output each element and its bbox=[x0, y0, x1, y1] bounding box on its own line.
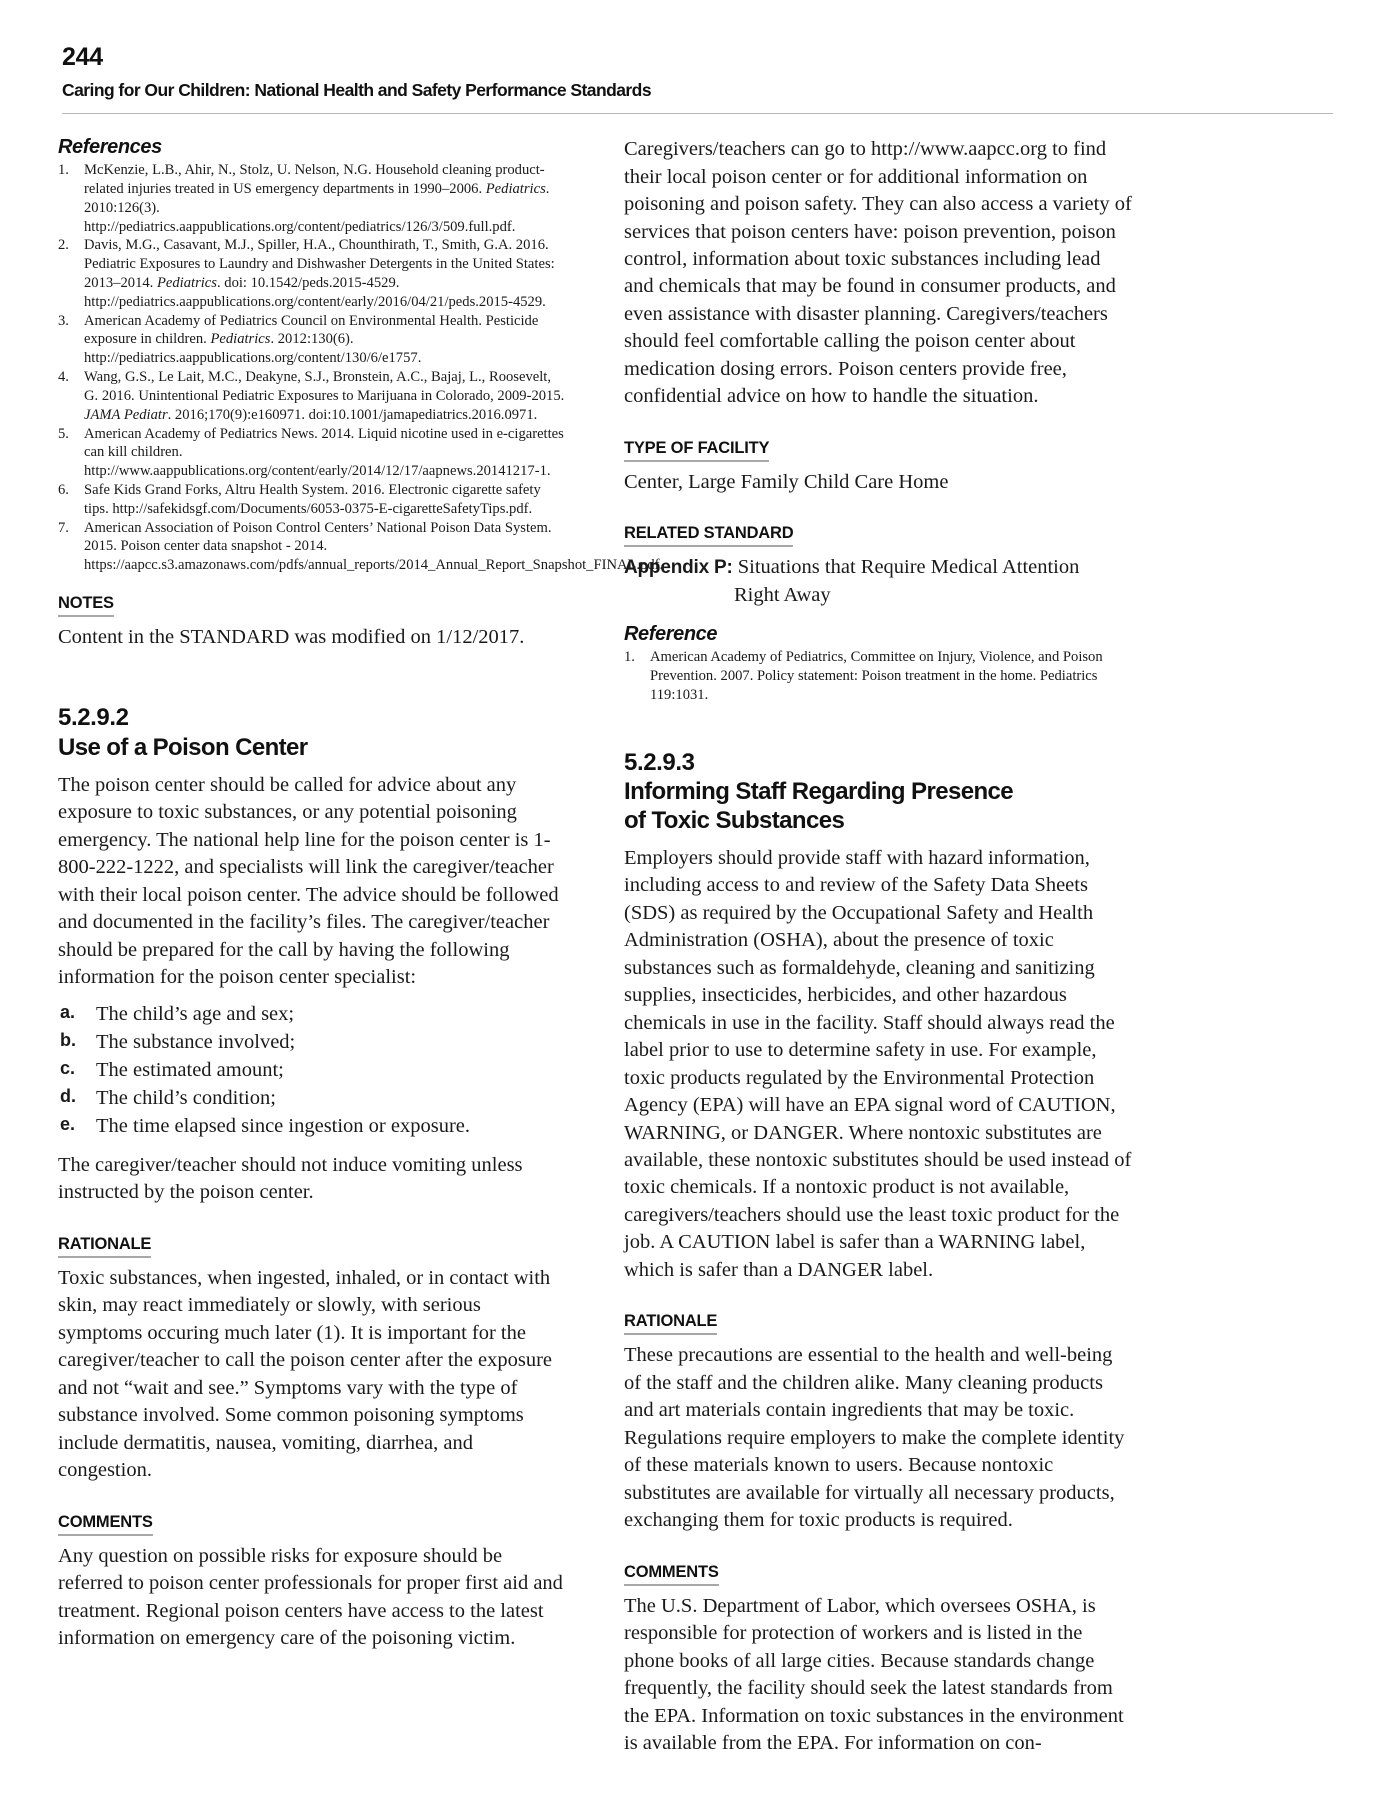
reference-item bbox=[58, 425, 568, 481]
reference-italic: Pediatrics bbox=[485, 180, 546, 197]
comments-heading: COMMENTS bbox=[58, 1513, 153, 1536]
reference-item bbox=[58, 312, 568, 368]
reference-item bbox=[58, 481, 568, 519]
reference-text-a: Safe Kids Grand Forks, Altru Health System. 2016. Electronic cigarette safety tips. http://safekidsgf.com/Documents/6053-0375-E-cigaretteSafetyTips.pdf. bbox=[84, 481, 541, 517]
notes-heading: NOTES bbox=[58, 594, 114, 617]
section-spacer bbox=[624, 705, 1134, 749]
continued-paragraph: Caregivers/teachers can go to http://www.aapcc.org to find their local poison center or for additional information on poisoning and poison safety. They can also access a variety of services that poison centers have: poison prevention, poison control, information about toxic substances including lead and chemicals that may be found in consumer products, and even assistance with disaster planning. Caregivers/teachers should feel comfortable calling the poison center about medication dosing errors. Poison centers provide free, confidential advice on how to handle the situation. bbox=[624, 138, 1132, 408]
reference-text: American Academy of Pediatrics, Committee on Injury, Violence, and Poison Prevention. 2007. Policy statement: Poison treatment in the home. Pediatrics 119:1031. bbox=[650, 649, 1103, 703]
appendix-label: Appendix P: bbox=[624, 557, 733, 579]
list-item bbox=[58, 1000, 568, 1028]
reference-text-b: . doi: 10.1542/peds.2015-4529. http://pediatrics.aappublications.org/content/early/2016/04/21/peds.2015-4529. bbox=[84, 275, 546, 310]
body-paragraph: Employers should provide staff with hazard information, including access to and review of the Safety Data Sheets (SDS) as required by the Occupational Safety and Health Administration (OSHA), about the presence of toxic substances such as formaldehyde, cleaning and sanitizing supplies, insecticides, herbicides, and other hazardous chemicals in use in the facility. Staff should always read the label prior to use to determine safety in use. For example, toxic products regulated by the Environmental Protection Agency (EPA) will have an EPA signal word of CAUTION, WARNING, or DANGER. Where nontoxic substitutes are available, these nontoxic substitutes should be used instead of toxic chemicals. If a nontoxic product is not available, caregivers/teachers should use the least toxic product for the job. A CAUTION label is safer than a WARNING label, which is safer than a DANGER label. bbox=[624, 846, 1132, 1281]
reference-text-a: McKenzie, L.B., Ahir, N., Stolz, U. Nelson, N.G. Household cleaning product-related injuries treated in US emergency departments in 1990–2006. bbox=[84, 162, 545, 197]
reference-item bbox=[58, 236, 568, 311]
reference-text-a: American Association of Poison Control Centers’ National Poison Data System. 2015. Poison center data snapshot - 2014. https://aapcc.s3.amazonaws.com/pdfs/annual_reports/2014_Annual_Report_Snapshot_FINAL.pdf. bbox=[84, 519, 664, 574]
right-column bbox=[624, 136, 1134, 1766]
list-item-label: d. bbox=[60, 1085, 76, 1106]
notes-text: Content in the STANDARD was modified on 1/12/2017. bbox=[58, 626, 525, 648]
reference-item bbox=[58, 161, 568, 236]
type-of-facility-text: Center, Large Family Child Care Home bbox=[624, 470, 949, 493]
standard-number: 5.2.9.2 bbox=[58, 704, 129, 732]
standard-title-line1: Informing Staff Regarding Presence bbox=[624, 778, 1014, 806]
reference-number: 2. bbox=[58, 237, 69, 254]
reference-item bbox=[58, 368, 568, 424]
reference-number: 3. bbox=[58, 312, 69, 329]
reference-text-a: Davis, M.G., Casavant, M.J., Spiller, H.A., Chounthirath, T., Smith, G.A. 2016. Pediatric Exposures to Laundry and Dishwasher Detergents in the United States: 2013–2014. bbox=[84, 237, 555, 291]
reference-text-b: . 2010:126(3). http://pediatrics.aappublications.org/content/pediatrics/126/3/509.full.pdf. bbox=[84, 180, 550, 235]
standard-title-line2: of Toxic Substances bbox=[624, 807, 845, 835]
type-of-facility-heading: TYPE OF FACILITY bbox=[624, 439, 769, 462]
reference-text-a: American Academy of Pediatrics Council on Environmental Health. Pesticide exposure in children. bbox=[84, 312, 539, 348]
rationale-text: Toxic substances, when ingested, inhaled, or in contact with skin, may react immediately or slowly, with serious symptoms occuring much later (1). It is important for the caregiver/teacher to call the poison center after the exposure and not “wait and see.” Symptoms vary with the type of substance involved. Some common poisoning symptoms include dermatitis, nausea, vomiting, diarrhea, and congestion. bbox=[58, 1266, 553, 1482]
two-column-body bbox=[58, 136, 1333, 1766]
list-item bbox=[58, 1056, 568, 1084]
reference-italic: Pediatrics bbox=[156, 275, 217, 291]
header-divider bbox=[62, 113, 1333, 114]
reference-text-a: American Academy of Pediatrics News. 2014. Liquid nicotine used in e-cigarettes can kill children. http://www.aappublications.org/content/early/2014/12/17/aapnews.20141217-1. bbox=[84, 425, 564, 480]
references-heading: References bbox=[58, 136, 162, 159]
rationale-heading: RATIONALE bbox=[58, 1235, 151, 1258]
list-item bbox=[58, 1112, 568, 1140]
related-standard-heading: RELATED STANDARD bbox=[624, 524, 793, 547]
reference-text-b: . 2016;170(9):e160971. doi:10.1001/jamapediatrics.2016.0971. bbox=[167, 406, 538, 423]
standard-number: 5.2.9.3 bbox=[624, 748, 695, 776]
reference-item bbox=[58, 519, 664, 575]
reference-number: 4. bbox=[58, 369, 69, 386]
list-item bbox=[58, 1028, 568, 1056]
page-header bbox=[58, 44, 1333, 114]
list-item-text: The child’s age and sex; bbox=[96, 1002, 295, 1025]
standard-title: Use of a Poison Center bbox=[58, 734, 308, 762]
rationale-heading: RATIONALE bbox=[624, 1312, 717, 1335]
list-item-label: a. bbox=[60, 1001, 76, 1022]
list-item-label: b. bbox=[60, 1029, 76, 1050]
comments-heading: COMMENTS bbox=[624, 1563, 719, 1586]
reference-number: 7. bbox=[58, 519, 69, 536]
reference-heading: Reference bbox=[624, 623, 718, 646]
reference-number: 1. bbox=[624, 649, 635, 666]
left-column bbox=[58, 136, 664, 1766]
list-item-text: The child’s condition; bbox=[96, 1086, 276, 1109]
reference-number: 6. bbox=[58, 481, 69, 498]
reference-text-a: Wang, G.S., Le Lait, M.C., Deakyne, S.J., Bronstein, A.C., Bajaj, L., Roosevelt, G. 2016. Unintentional Pediatric Exposures to Marijuana in Colorado, 2009-2015. bbox=[84, 369, 565, 404]
reference-italic: Pediatrics bbox=[210, 331, 271, 348]
post-list-paragraph: The caregiver/teacher should not induce vomiting unless instructed by the poison center. bbox=[58, 1154, 523, 1204]
references-list bbox=[58, 161, 664, 575]
running-title: Caring for Our Children: National Health and Safety Performance Standards bbox=[62, 79, 651, 100]
related-standard-entry bbox=[624, 554, 1134, 609]
reference-list bbox=[624, 648, 1134, 704]
reference-italic: JAMA Pediatr bbox=[84, 406, 168, 423]
list-item bbox=[58, 1084, 568, 1112]
rationale-text: These precautions are essential to the health and well-being of the staff and the children alike. Many cleaning products and art materials contain ingredients that may be toxic. Regulations require employers to make the complete identity of these materials known to users. Because nontoxic substitutes are available for virtually all necessary products, exchanging them for toxic products is required. bbox=[624, 1344, 1125, 1532]
appendix-text-continued: Right Away bbox=[734, 583, 831, 606]
list-item-text: The estimated amount; bbox=[96, 1058, 284, 1081]
appendix-text: Situations that Require Medical Attention bbox=[737, 556, 1080, 579]
reference-number: 5. bbox=[58, 425, 69, 442]
list-item-text: The time elapsed since ingestion or exposure. bbox=[96, 1114, 471, 1137]
reference-number: 1. bbox=[58, 162, 69, 179]
intro-paragraph: The poison center should be called for advice about any exposure to toxic substances, or any potential poisoning emergency. The national help line for the poison center is 1-800-222-1222, and specialists will link the caregiver/teacher with their local poison center. The advice should be followed and documented in the facility’s files. The caregiver/teacher should be prepared for the call by having the following information for the poison center specialist: bbox=[58, 773, 559, 989]
information-list bbox=[58, 1000, 568, 1140]
comments-text: The U.S. Department of Labor, which oversees OSHA, is responsible for protection of workers and is listed in the phone books of all large cities. Because standards change frequently, the facility should seek the latest standards from the EPA. Information on toxic substances in the environment is available from the EPA. For information on con- bbox=[624, 1594, 1124, 1754]
reference-text-b: . 2012:130(6). http://pediatrics.aappublications.org/content/130/6/e1757. bbox=[84, 331, 422, 367]
reference-item bbox=[624, 648, 1134, 704]
list-item-label: e. bbox=[60, 1113, 76, 1134]
list-item-label: c. bbox=[60, 1057, 76, 1078]
standard-title bbox=[624, 778, 1134, 836]
section-spacer bbox=[58, 660, 568, 704]
list-item-text: The substance involved; bbox=[96, 1030, 296, 1053]
comments-text: Any question on possible risks for exposure should be referred to poison center professionals for proper first aid and treatment. Regional poison centers have access to the latest information on emergency care of the poisoning victim. bbox=[58, 1544, 563, 1650]
page-number: 244 bbox=[62, 43, 103, 71]
